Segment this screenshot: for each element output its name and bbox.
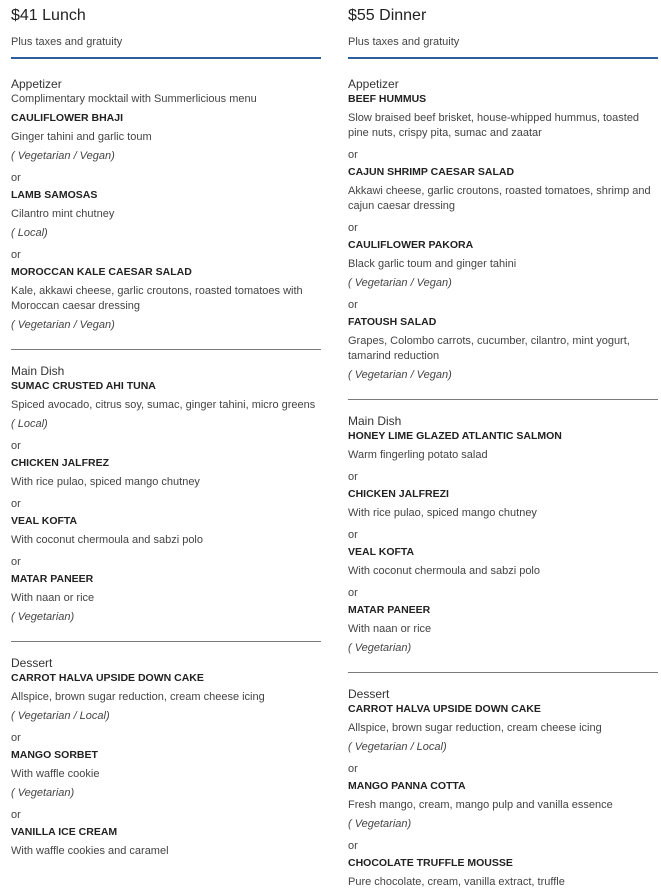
menu-item-description: With waffle cookies and caramel [11, 845, 169, 857]
lunch-appetizer-section [11, 77, 321, 333]
dinner-appetizer-section [348, 77, 658, 383]
menu-item-name: CARROT HALVA UPSIDE DOWN CAKE [348, 703, 541, 715]
section-title: Dessert [348, 687, 390, 701]
menu-item-description: Black garlic toum and ginger tahini [348, 258, 517, 270]
dinner-main-section [348, 414, 658, 656]
menu-item-name: MATAR PANEER [348, 604, 431, 616]
dinner-price-title: $55 Dinner [348, 7, 427, 24]
menu-item [348, 603, 658, 656]
menu-item [348, 315, 658, 383]
dinner-dessert-section [348, 687, 658, 890]
menu-item-description: Slow braised beef brisket, house-whipped hummus, toasted pine nuts, crispy pita, sumac and zaatar [348, 112, 640, 139]
dinner-subtitle: Plus taxes and gratuity [348, 36, 460, 48]
menu-item-name: CAULIFLOWER BHAJI [11, 112, 123, 124]
menu-item [11, 514, 321, 548]
menu-item [11, 825, 321, 859]
menu-item-description: With rice pulao, spiced mango chutney [11, 476, 200, 488]
menu-item-description: With naan or rice [348, 623, 432, 635]
or-separator: or [11, 249, 21, 261]
lunch-main-section [11, 364, 321, 625]
section-title: Appetizer [348, 77, 399, 91]
or-separator: or [348, 840, 358, 852]
menu-item-name: HONEY LIME GLAZED ATLANTIC SALMON [348, 430, 562, 442]
or-separator: or [348, 471, 358, 483]
or-separator: or [11, 440, 21, 452]
menu-item [348, 545, 658, 579]
menu-item-description: With rice pulao, spiced mango chutney [348, 507, 537, 519]
menu-item-name: CAULIFLOWER PAKORA [348, 239, 474, 251]
menu-item [11, 671, 321, 724]
menu-item-description: Cilantro mint chutney [11, 208, 115, 220]
lunch-subtitle: Plus taxes and gratuity [11, 36, 123, 48]
lunch-menu-column [11, 0, 321, 859]
menu-item-tag: ( Vegetarian / Vegan) [348, 277, 452, 289]
lunch-header-divider [11, 57, 321, 59]
menu-item-name: CHICKEN JALFREZI [348, 488, 449, 500]
menu-item [11, 188, 321, 241]
menu-item-name: CHICKEN JALFREZ [11, 457, 110, 469]
menu-item-description: Kale, akkawi cheese, garlic croutons, roasted tomatoes with Moroccan caesar dressing [11, 285, 303, 312]
section-divider [348, 672, 658, 673]
menu-item [11, 572, 321, 625]
menu-item [348, 487, 658, 521]
menu-item-name: CHOCOLATE TRUFFLE MOUSSE [348, 857, 513, 869]
menu-item-name: MANGO PANNA COTTA [348, 780, 466, 792]
section-title: Dessert [11, 656, 53, 670]
menu-item-description: Fresh mango, cream, mango pulp and vanilla essence [348, 799, 613, 811]
menu-item-name: MATAR PANEER [11, 573, 94, 585]
menu-item-name: CARROT HALVA UPSIDE DOWN CAKE [11, 672, 204, 684]
menu-item-tag: ( Vegetarian / Vegan) [11, 319, 115, 331]
menu-item-tag: ( Vegetarian) [11, 787, 75, 799]
menu-item-tag: ( Vegetarian) [348, 642, 412, 654]
menu-item-description: With waffle cookie [11, 768, 100, 780]
or-separator: or [348, 149, 358, 161]
or-separator: or [11, 809, 21, 821]
menu-item [348, 429, 658, 463]
section-divider [11, 349, 321, 350]
menu-item [11, 748, 321, 801]
menu-item-description: With naan or rice [11, 592, 95, 604]
menu-item-tag: ( Local) [11, 227, 48, 239]
menu-item-name: FATOUSH SALAD [348, 316, 437, 328]
menu-item-name: CAJUN SHRIMP CAESAR SALAD [348, 166, 515, 178]
menu-item-description: Allspice, brown sugar reduction, cream cheese icing [11, 691, 265, 703]
menu-item-tag: ( Local) [11, 418, 48, 430]
menu-item-description: Spiced avocado, citrus soy, sumac, ginger tahini, micro greens [11, 399, 316, 411]
section-divider [348, 399, 658, 400]
or-separator: or [348, 529, 358, 541]
menu-item-name: VEAL KOFTA [348, 546, 415, 558]
menu-item-tag: ( Vegetarian / Vegan) [11, 150, 115, 162]
menu-item-name: BEEF HUMMUS [348, 93, 427, 105]
menu-item [348, 92, 658, 141]
or-separator: or [348, 222, 358, 234]
menu-item-description: Ginger tahini and garlic toum [11, 131, 152, 143]
menu-item [348, 856, 658, 890]
lunch-dessert-section [11, 656, 321, 859]
menu-item-tag: ( Vegetarian) [11, 611, 75, 623]
menu-item-description: Akkawi cheese, garlic croutons, roasted tomatoes, shrimp and cajun caesar dressing [348, 185, 651, 212]
menu-item [348, 238, 658, 291]
menu-item-tag: ( Vegetarian / Local) [348, 741, 447, 753]
menu-item [11, 456, 321, 490]
section-title: Appetizer [11, 77, 62, 91]
menu-item-name: SUMAC CRUSTED AHI TUNA [11, 380, 156, 392]
menu-item-name: VEAL KOFTA [11, 515, 78, 527]
dinner-menu-column [348, 0, 658, 890]
menu-item [11, 379, 321, 432]
dinner-header-divider [348, 57, 658, 59]
menu-item [348, 779, 658, 832]
menu-item-name: LAMB SAMOSAS [11, 189, 98, 201]
menu-item-description: Allspice, brown sugar reduction, cream cheese icing [348, 722, 602, 734]
menu-item [11, 265, 321, 333]
menu-item-tag: ( Vegetarian) [348, 818, 412, 830]
or-separator: or [348, 587, 358, 599]
menu-item-name: MOROCCAN KALE CAESAR SALAD [11, 266, 192, 278]
or-separator: or [11, 732, 21, 744]
menu-item-name: VANILLA ICE CREAM [11, 826, 118, 838]
menu-item-description: With coconut chermoula and sabzi polo [11, 534, 203, 546]
section-title: Main Dish [348, 414, 402, 428]
section-divider [11, 641, 321, 642]
lunch-price-title: $41 Lunch [11, 7, 86, 24]
menu-item-description: Pure chocolate, cream, vanilla extract, truffle [348, 876, 565, 888]
or-separator: or [11, 172, 21, 184]
menu-item-description: Warm fingerling potato salad [348, 449, 488, 461]
menu-item [11, 111, 321, 164]
menu-item [348, 702, 658, 755]
menu-item-tag: ( Vegetarian / Local) [11, 710, 110, 722]
menu-item-description: With coconut chermoula and sabzi polo [348, 565, 540, 577]
section-title: Main Dish [11, 364, 65, 378]
section-note: Complimentary mocktail with Summerlicious menu [11, 93, 257, 105]
or-separator: or [348, 763, 358, 775]
or-separator: or [11, 498, 21, 510]
menu-item-tag: ( Vegetarian / Vegan) [348, 369, 452, 381]
menu-item [348, 165, 658, 214]
or-separator: or [348, 299, 358, 311]
or-separator: or [11, 556, 21, 568]
menu-item-description: Grapes, Colombo carrots, cucumber, cilantro, mint yogurt, tamarind reduction [348, 335, 630, 362]
menu-item-name: MANGO SORBET [11, 749, 98, 761]
